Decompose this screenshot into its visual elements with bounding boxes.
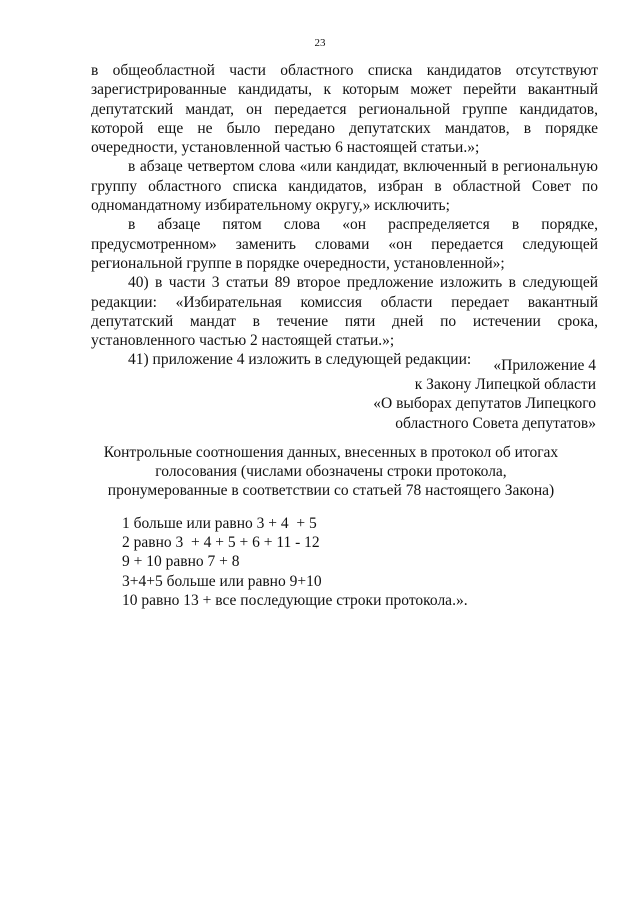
section-caption: Контрольные соотношения данных, внесенных в протокол об итогах голосования (числами обозначены строки протокола, пронумерованные в соответствии со статьей 78 настоящего Закона) [103,444,559,500]
control-ratio-item: 2 равно 3 + 4 + 5 + 6 + 11 - 12 [122,534,320,552]
paragraph-abzac-5: в абзаце пятом слова «он распределяется в порядке, предусмотренном» заменить словами «он передается следующей региональной группе в порядке очередности, установленной»; [91,216,598,272]
appendix-line: «Приложение 4 [493,357,596,374]
appendix-line: «О выборах депутатов Липецкого [373,395,596,413]
page-number: 23 [314,37,326,49]
appendix-line: к Закону Липецкой области [414,376,596,394]
control-ratios-list [122,514,542,610]
appendix-header [296,356,596,433]
control-ratio-item: 9 + 10 равно 7 + 8 [122,553,240,571]
paragraph-abzac-4: в абзаце четвертом слова «или кандидат, включенный в региональную группу областного списка кандидатов, избран в областной Совет по одномандатному избирательному округу,» исключить; [91,158,598,215]
control-ratio-item: 1 больше или равно 3 + 4 + 5 [122,515,317,532]
control-ratio-item: 10 равно 13 + все последующие строки протокола.». [122,591,468,609]
paragraph-item-41: 41) приложение 4 изложить в следующей редакции: [128,351,472,369]
control-ratio-item: 3+4+5 больше или равно 9+10 [122,572,322,590]
document-body [91,61,598,370]
paragraph-item-40: 40) в части 3 статьи 89 второе предложение изложить в следующей редакции: «Избирательная комиссия области передает вакантный депутатский мандат в течение пяти дней по истечении срока, установленного частью 2 настоящей статьи.»; [91,274,598,350]
paragraph-continuation: в общеобластной части областного списка кандидатов отсутствуют зарегистрированные кандидаты, к которым может перейти вакантный депутатский мандат, он передается региональной группе кандидатов, которой еще не было передано депутатских мандатов, в порядке очередности, установленной частью 6 настоящей статьи.»; [91,62,598,157]
appendix-line: областного Совета депутатов» [395,414,596,432]
